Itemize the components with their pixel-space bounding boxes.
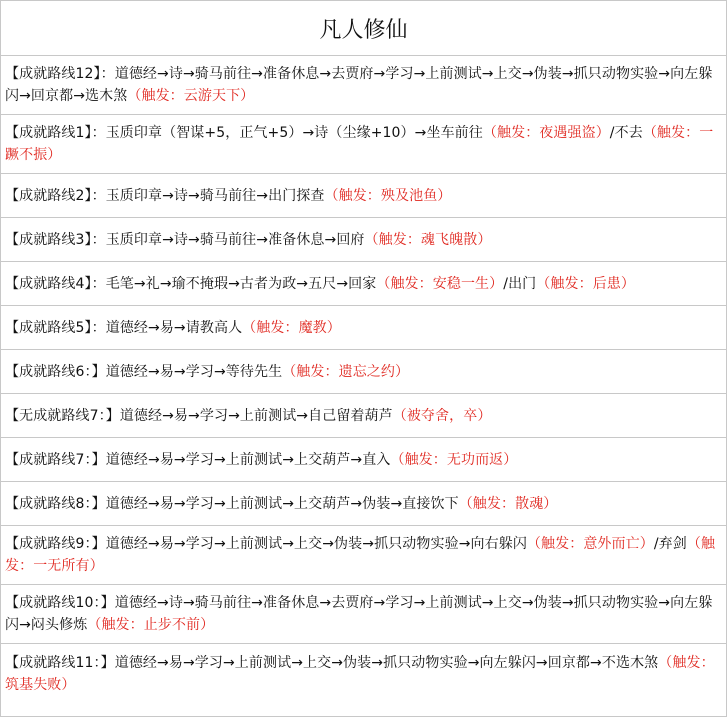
trigger-text: （触发：一蹶不振） <box>5 125 714 163</box>
trigger-text: （触发：魂飞魄散） <box>364 231 492 248</box>
trigger-text: （触发：止步不前） <box>87 617 215 633</box>
route-text <box>5 185 722 207</box>
route-row <box>1 644 726 703</box>
route-steps: 【成就路线2】：玉质印章→诗→骑马前往→出门探查 <box>5 187 325 204</box>
route-steps: 【成就路线12】：道德经→诗→骑马前往→准备休息→去贾府→学习→上前测试→上交→伪装→抓只动物实验→向左躲闪→回京都→选木煞 <box>5 66 713 104</box>
route-text <box>5 317 722 339</box>
route-steps: 【成就路线11：】道德经→易→学习→上前测试→上交→伪装→抓只动物实验→向左躲闪→回京都→不选木煞 <box>5 654 659 671</box>
route-text <box>5 533 722 577</box>
route-steps: 【无成就路线7：】道德经→易→学习→上前测试→自己留着葫芦 <box>5 407 393 424</box>
route-steps: 【成就路线8：】道德经→易→学习→上前测试→上交葫芦→伪装→直接饮下 <box>5 495 459 512</box>
route-text <box>5 493 722 515</box>
route-row <box>1 262 726 306</box>
route-row <box>1 56 726 115</box>
route-text <box>5 449 722 471</box>
trigger-text: （触发：夜遇强盗） <box>482 125 610 141</box>
route-row <box>1 174 726 218</box>
route-steps: 【成就路线1】：玉质印章（智谋+5，正气+5）→诗（尘缘+10）→坐车前往 <box>5 125 483 141</box>
route-steps: 【成就路线10：】道德经→诗→骑马前往→准备休息→去贾府→学习→上前测试→上交→伪装→抓只动物实验→向左躲闪→闷头修炼 <box>5 595 713 633</box>
route-text <box>5 592 722 636</box>
trigger-text: （触发：遗忘之约） <box>282 363 410 380</box>
trigger-text: （触发：殃及池鱼） <box>324 187 452 204</box>
route-row <box>1 218 726 262</box>
trigger-text: （被夺舍，卒） <box>392 407 492 424</box>
trigger-text: （触发：魔教） <box>242 319 341 336</box>
page-title: 凡人修仙 <box>1 1 726 56</box>
route-steps: /不去 <box>609 125 643 141</box>
route-text <box>5 122 722 166</box>
route-text <box>5 652 722 696</box>
route-row <box>1 482 726 526</box>
route-steps: /出门 <box>503 275 537 292</box>
trigger-text: （触发：无功而返） <box>390 451 518 468</box>
trigger-text: （触发：筑基失败） <box>5 654 715 693</box>
route-text <box>5 273 722 295</box>
trigger-text: （触发：安稳一生） <box>376 275 504 292</box>
route-steps: 【成就路线7：】道德经→易→学习→上前测试→上交葫芦→直入 <box>5 451 391 468</box>
route-row <box>1 438 726 482</box>
route-row <box>1 526 726 585</box>
route-row <box>1 585 726 644</box>
trigger-text: （触发：后患） <box>536 275 635 292</box>
route-steps: /弃剑 <box>653 536 687 552</box>
route-steps: 【成就路线6：】道德经→易→学习→等待先生 <box>5 363 283 380</box>
route-row <box>1 306 726 350</box>
route-row <box>1 394 726 438</box>
route-steps: 【成就路线4】：毛笔→礼→瑜不掩瑕→古者为政→五尺→回家 <box>5 275 377 292</box>
route-text <box>5 405 722 427</box>
route-text <box>5 361 722 383</box>
trigger-text: （触发：一无所有） <box>5 536 716 574</box>
route-steps: 【成就路线5】：道德经→易→请教高人 <box>5 319 243 336</box>
trigger-text: （触发：云游天下） <box>127 88 255 104</box>
route-steps: 【成就路线3】：玉质印章→诗→骑马前往→准备休息→回府 <box>5 231 365 248</box>
trigger-text: （触发：意外而亡） <box>526 536 654 552</box>
route-row <box>1 350 726 394</box>
route-list <box>1 56 726 703</box>
route-steps: 【成就路线9：】道德经→易→学习→上前测试→上交→伪装→抓只动物实验→向右躲闪 <box>5 536 527 552</box>
route-text <box>5 63 722 107</box>
trigger-text: （触发：散魂） <box>458 495 558 512</box>
route-text <box>5 229 722 251</box>
route-row <box>1 115 726 174</box>
